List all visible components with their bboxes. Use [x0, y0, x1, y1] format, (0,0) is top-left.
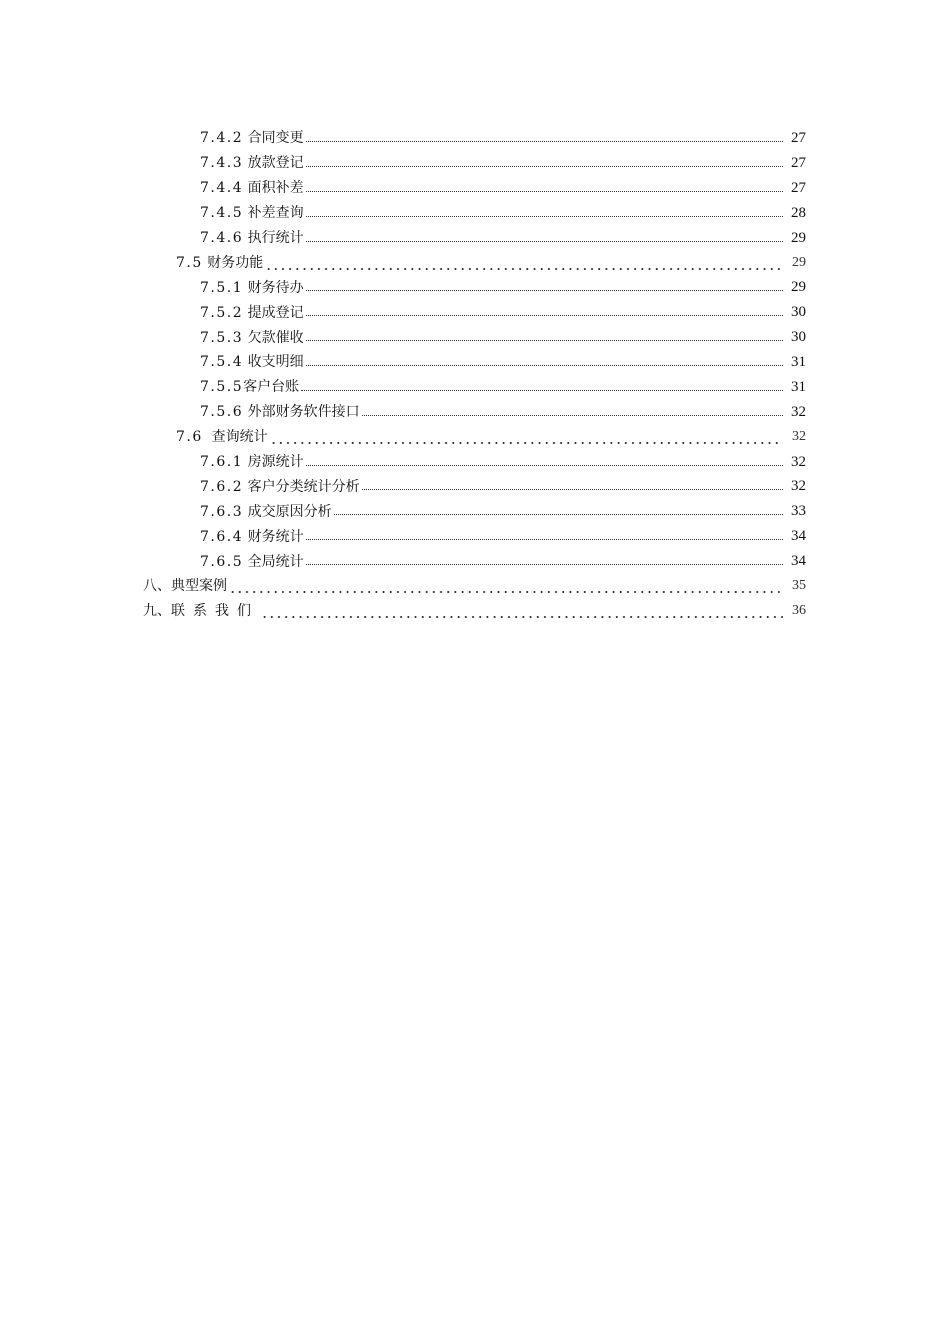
dot-leader [306, 556, 783, 565]
dot-leader [306, 183, 783, 192]
dot-leader [261, 605, 783, 619]
toc-entry-7-5-2[interactable] [0, 300, 806, 325]
toc-entry-7-4-6[interactable] [0, 226, 806, 251]
dot-leader [362, 407, 783, 416]
toc-page-number: 31 [791, 353, 806, 370]
toc-entry-label: 7.6.3 成交原因分析 [200, 503, 332, 520]
toc-entry-label: 九、联系我们 [143, 603, 259, 620]
toc-page-number: 29 [791, 279, 806, 296]
toc-entry-label: 7.6.2 客户分类统计分析 [200, 478, 360, 495]
toc-entry-7-4-4[interactable] [0, 176, 806, 201]
toc-entry-label: 7.5.2 提成登记 [200, 304, 304, 321]
toc-entry-label: 7.5.4 收支明细 [200, 354, 304, 371]
toc-page-number: 29 [792, 254, 806, 270]
toc-entry-label: 7.4.6 执行统计 [200, 230, 304, 246]
toc-entry-7-5[interactable] [0, 250, 806, 275]
toc-entry-7-6-4[interactable] [0, 524, 806, 549]
dot-leader [306, 208, 783, 217]
table-of-contents [0, 126, 950, 624]
dot-leader [306, 531, 783, 540]
toc-entry-label: 7.5.1 财务待办 [200, 279, 304, 296]
toc-page-number: 36 [792, 603, 806, 619]
dot-leader [229, 580, 783, 594]
toc-page-number: 32 [791, 453, 806, 470]
toc-entry-7-6-3[interactable] [0, 499, 806, 524]
dot-leader [301, 382, 783, 391]
dot-leader [306, 332, 783, 341]
toc-page-number: 29 [791, 229, 806, 246]
toc-entry-label: 7.6.4 财务统计 [200, 528, 304, 545]
toc-page-number: 32 [791, 478, 806, 495]
toc-entry-label: 7.5.5客户台账 [200, 379, 300, 396]
toc-entry-7-4-3[interactable] [0, 151, 806, 176]
toc-page-number: 34 [791, 528, 806, 545]
dot-leader [306, 133, 783, 142]
toc-entry-label: 7.4.5 补差查询 [200, 205, 304, 222]
toc-page-number: 27 [791, 129, 806, 146]
toc-entry-7-5-1[interactable] [0, 275, 806, 300]
toc-page-number: 32 [791, 403, 806, 420]
toc-entry-label: 八、典型案例 [143, 578, 227, 595]
toc-entry-label: 7.6 查询统计 [176, 429, 268, 446]
dot-leader [270, 431, 783, 445]
toc-entry-label: 7.4.3 放款登记 [200, 155, 304, 172]
toc-entry-label: 7.5.3 欠款催收 [200, 329, 304, 346]
dot-leader [362, 481, 783, 490]
dot-leader [306, 357, 783, 366]
toc-entry-label: 7.4.4 面积补差 [200, 180, 304, 197]
toc-page-number: 28 [791, 204, 806, 221]
toc-page-number: 34 [791, 553, 806, 570]
toc-page-number: 27 [791, 179, 806, 196]
toc-entry-chapter-9[interactable] [0, 599, 806, 624]
toc-entry-7-5-4[interactable] [0, 350, 806, 375]
toc-entry-label: 7.6.1 房源统计 [200, 454, 304, 471]
dot-leader [306, 158, 783, 167]
toc-page-number: 35 [792, 578, 806, 594]
toc-entry-7-5-6[interactable] [0, 400, 806, 425]
toc-entry-7-6-1[interactable] [0, 450, 806, 475]
toc-entry-label: 7.5.6 外部财务软件接口 [200, 404, 360, 421]
toc-page-number: 30 [791, 329, 806, 346]
toc-entry-label: 7.4.2 合同变更 [200, 130, 304, 147]
toc-entry-chapter-8[interactable] [0, 574, 806, 599]
toc-entry-7-5-3[interactable] [0, 325, 806, 350]
toc-entry-7-4-5[interactable] [0, 201, 806, 226]
toc-entry-7-4-2[interactable] [0, 126, 806, 151]
dot-leader [306, 233, 783, 242]
dot-leader [306, 307, 783, 316]
dot-leader [265, 257, 783, 271]
toc-entry-label: 7.6.5 全局统计 [200, 553, 304, 570]
toc-page-number: 32 [792, 429, 806, 445]
toc-entry-7-6-5[interactable] [0, 549, 806, 574]
toc-entry-7-6[interactable] [0, 425, 806, 450]
toc-page-number: 30 [791, 304, 806, 321]
toc-page-number: 27 [791, 154, 806, 171]
dot-leader [334, 506, 783, 515]
toc-page-number: 31 [791, 378, 806, 395]
dot-leader [306, 282, 783, 291]
dot-leader [306, 457, 783, 466]
toc-entry-label: 7.5 财务功能 [176, 254, 264, 271]
toc-entry-7-6-2[interactable] [0, 474, 806, 499]
toc-page-number: 33 [791, 503, 806, 520]
toc-entry-7-5-5[interactable] [0, 375, 806, 400]
